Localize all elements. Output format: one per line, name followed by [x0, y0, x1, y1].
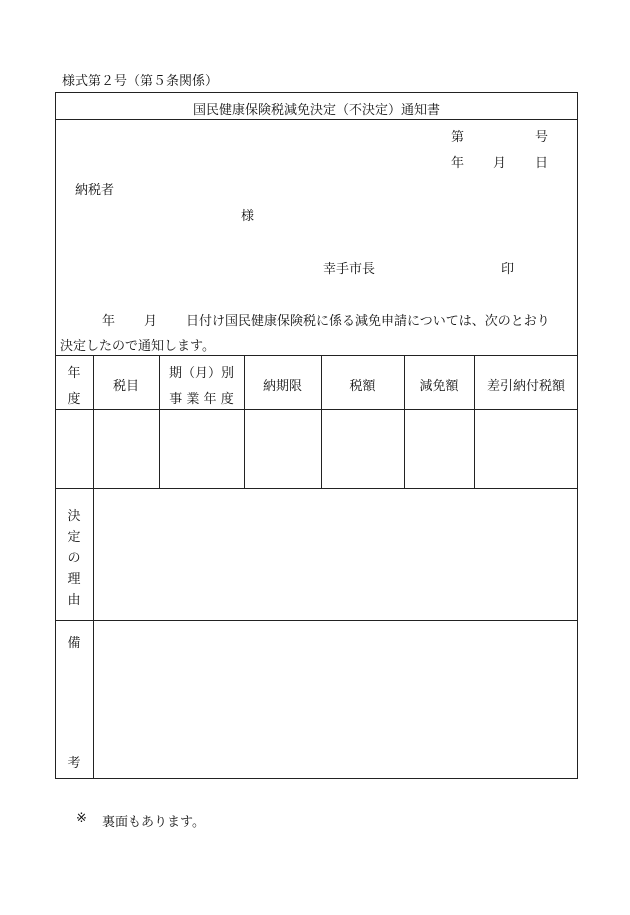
- number-suffix: 号: [535, 130, 549, 145]
- number-prefix: 第: [451, 130, 465, 145]
- col-year-bottom: 度: [67, 392, 81, 407]
- col-period-bottom: 事 業 年 度: [169, 392, 234, 407]
- table-top-line: [55, 355, 578, 356]
- body-line-1: 日付け国民健康保険税に係る減免申請については、次のとおり: [186, 314, 550, 329]
- col-net-tax: 差引納付税額: [486, 379, 565, 394]
- col-tax-amount: 税額: [349, 379, 376, 394]
- body-month: 月: [144, 314, 158, 329]
- document-title: 国民健康保険税減免決定（不決定）通知書: [192, 103, 440, 118]
- col-year-top: 年: [67, 366, 81, 381]
- honorific-sama: 様: [241, 209, 255, 224]
- issuer-name: 幸手市長: [323, 262, 376, 277]
- seal-mark: 印: [501, 262, 515, 277]
- col-reduction-amount: 減免額: [419, 379, 459, 394]
- remarks-label-bottom: 考: [67, 756, 81, 771]
- taxpayer-label: 納税者: [75, 183, 115, 198]
- form-label: 様式第２号（第５条関係）: [62, 74, 219, 89]
- footnote-text: 裏面もあります。: [102, 815, 205, 830]
- date-year: 年: [451, 156, 465, 171]
- title-divider: [55, 119, 578, 120]
- form-frame: [55, 92, 578, 779]
- body-year: 年: [102, 314, 116, 329]
- reason-label-char: 由: [67, 593, 81, 608]
- reason-label-char: 決: [67, 509, 81, 524]
- date-day: 日: [535, 156, 549, 171]
- col-due-date: 納期限: [262, 379, 302, 394]
- table-header-line: [55, 409, 578, 410]
- body-line-2: 決定したので通知します。: [60, 339, 215, 354]
- label-column-line: [93, 355, 94, 779]
- reason-label-char: 定: [67, 530, 81, 545]
- col-tax-item: 税目: [112, 379, 139, 394]
- table-bottom-line: [55, 488, 578, 489]
- col-period-top: 期（月）別: [168, 366, 234, 381]
- reason-label-char: の: [67, 551, 81, 566]
- footnote-mark: ※: [76, 811, 87, 826]
- date-month: 月: [493, 156, 507, 171]
- remarks-label-top: 備: [67, 636, 81, 651]
- reason-label-char: 理: [67, 572, 81, 587]
- reason-bottom-line: [55, 620, 578, 621]
